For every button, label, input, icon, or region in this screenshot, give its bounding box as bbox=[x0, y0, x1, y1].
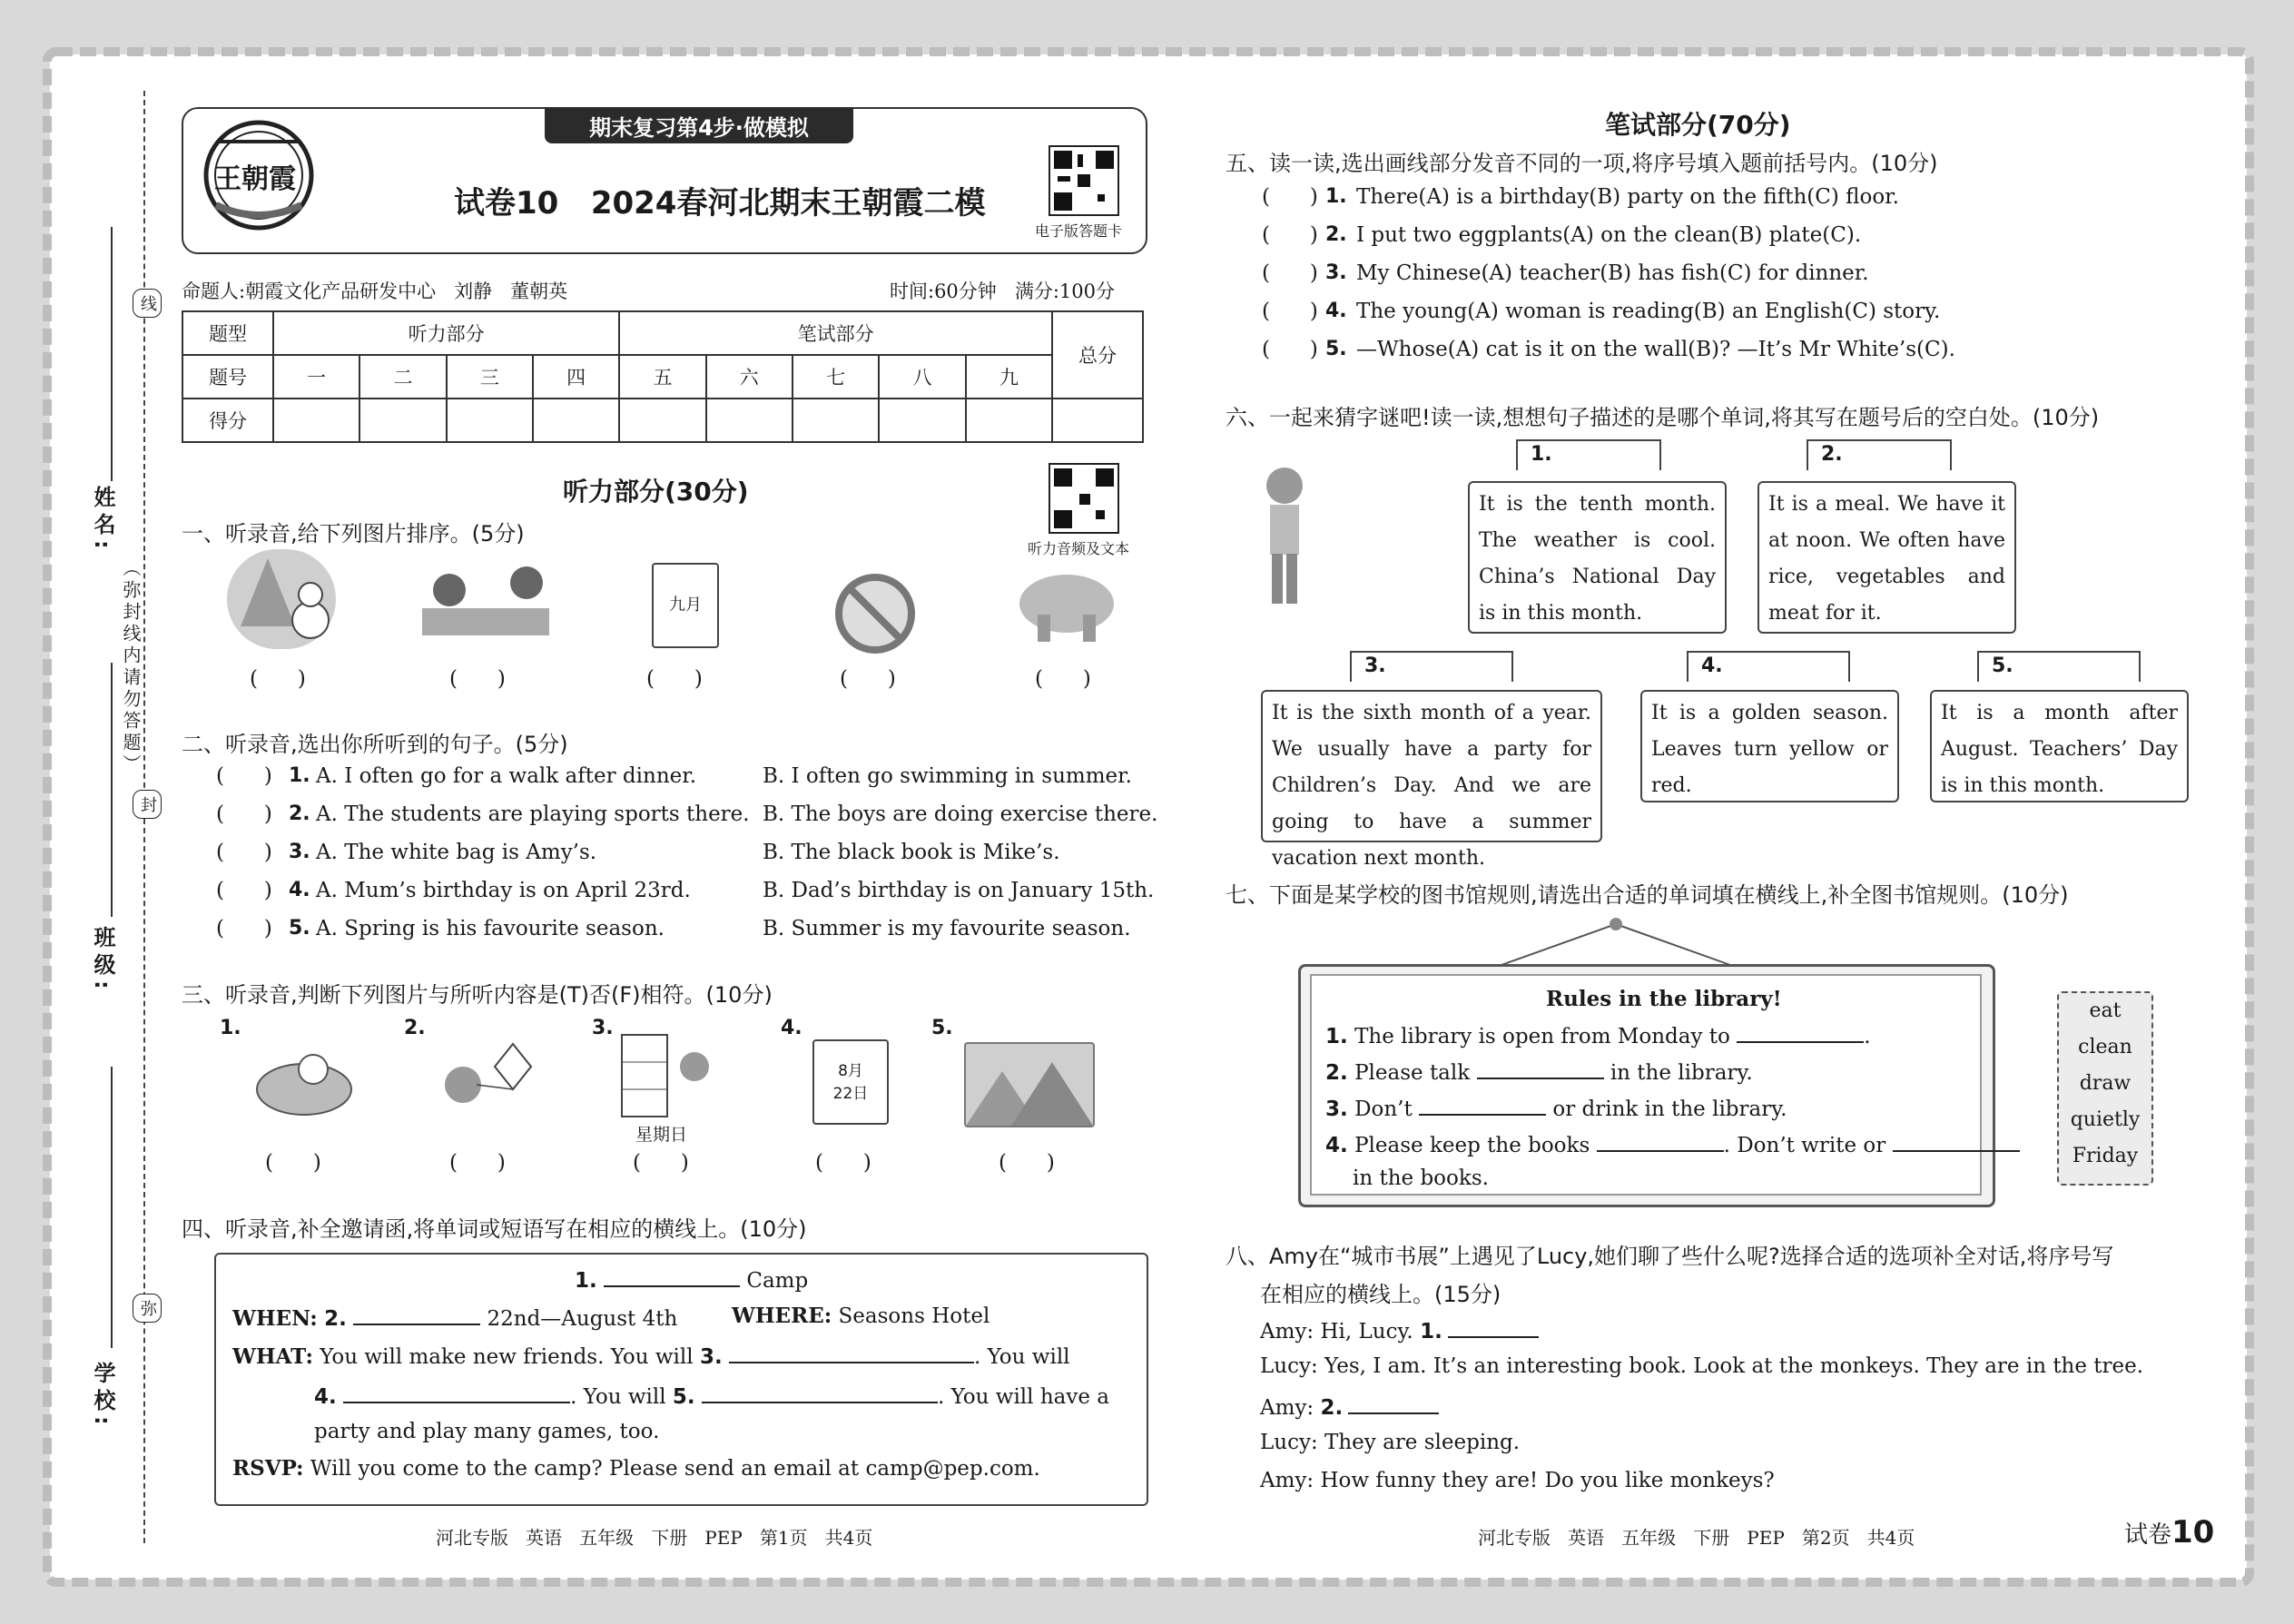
section-2-title: 二、听录音,选出你所听到的句子。(5分) bbox=[182, 732, 568, 757]
s3-answer-3[interactable]: ( ) bbox=[633, 1151, 689, 1175]
s2-item-number: 4. bbox=[289, 879, 310, 901]
s2-item-number: 3. bbox=[289, 841, 310, 863]
riddle-box-4: It is a golden season. Leaves turn yellow or red. bbox=[1640, 690, 1899, 802]
s1-answer-3[interactable]: ( ) bbox=[646, 667, 703, 691]
inv-num-2: 2. bbox=[324, 1307, 347, 1331]
s2-item-number: 2. bbox=[289, 802, 310, 825]
score-listening-label: 听力部分 bbox=[273, 311, 619, 355]
s3-cal-month: 8月 bbox=[838, 1062, 863, 1080]
score-col-num: 一 bbox=[273, 355, 359, 399]
cut-mark-line: 线 bbox=[133, 289, 162, 318]
inv-blank-5[interactable] bbox=[702, 1382, 938, 1403]
s2-answer-paren[interactable]: ( ) bbox=[216, 802, 272, 826]
s2-option-a: A. Spring is his favourite season. bbox=[316, 917, 665, 940]
score-col-num: 六 bbox=[706, 355, 793, 399]
paper-tag-number: 10 bbox=[2171, 1514, 2215, 1550]
s3-num-5: 5. bbox=[931, 1017, 953, 1039]
s2-item-number: 1. bbox=[289, 764, 310, 787]
inv-what-text: You will make new friends. You will bbox=[320, 1345, 694, 1369]
inv-when-dates: 22nd—August 4th bbox=[487, 1307, 678, 1331]
class-label: 班级: bbox=[90, 926, 115, 995]
inv-where-label: WHERE: bbox=[732, 1304, 832, 1328]
s5-item-text: I put two eggplants(A) on the clean(B) plate(C). bbox=[1356, 223, 1862, 247]
riddle-num-2: 2. bbox=[1821, 443, 1843, 466]
baby-cradle-picture bbox=[250, 1035, 359, 1126]
riddle-tab-2 bbox=[1807, 439, 1952, 470]
rule-num-3: 3. bbox=[1325, 1097, 1348, 1121]
inv-blank-1[interactable] bbox=[604, 1265, 740, 1287]
s2-answer-paren[interactable]: ( ) bbox=[216, 764, 272, 788]
riddle-box-3: It is the sixth month of a year. We usually have a party for Children’s Day. And we are going to have a summer vacation next month. bbox=[1261, 690, 1602, 842]
s2-answer-paren[interactable]: ( ) bbox=[216, 841, 272, 864]
dialogue-speaker: Lucy: bbox=[1260, 1354, 1318, 1378]
rule-blank-1[interactable] bbox=[1737, 1021, 1864, 1043]
s2-option-a: A. The students are playing sports there. bbox=[316, 802, 750, 826]
rule-blank-3[interactable] bbox=[1419, 1094, 1546, 1116]
s2-option-b: B. Summer is my favourite season. bbox=[763, 917, 1131, 940]
score-cell[interactable] bbox=[619, 399, 705, 442]
dialogue-text: How funny they are! Do you like monkeys? bbox=[1320, 1469, 1775, 1492]
section-4-title: 四、听录音,补全邀请函,将单词或短语写在相应的横线上。(10分) bbox=[182, 1216, 807, 1242]
score-writing-label: 笔试部分 bbox=[619, 311, 1052, 355]
s5-item-text: —Whose(A) cat is it on the wall(B)? —It’s Mr White’s(C). bbox=[1356, 338, 1955, 361]
riddle-tab-3 bbox=[1350, 651, 1513, 682]
s2-option-b: B. Dad’s birthday is on January 15th. bbox=[763, 879, 1155, 902]
riddle-box-2: It is a meal. We have it at noon. We often have rice, vegetables and meat for it. bbox=[1757, 481, 2016, 634]
riddle-num-5: 5. bbox=[1992, 655, 2013, 677]
score-cell[interactable] bbox=[533, 399, 619, 442]
riddle-box-5: It is a month after August. Teachers’ Day is in this month. bbox=[1930, 690, 2189, 802]
s5-item-number: 1. bbox=[1325, 185, 1347, 208]
inv-blank-4[interactable] bbox=[343, 1382, 570, 1403]
inv-end-text: . You will have a bbox=[937, 1385, 1109, 1409]
s3-answer-1[interactable]: ( ) bbox=[265, 1151, 321, 1175]
score-cell[interactable] bbox=[706, 399, 793, 442]
dialogue-line bbox=[1260, 1469, 1775, 1492]
school-field[interactable] bbox=[111, 1067, 113, 1348]
section-8-title-line1: 八、Amy在“城市书展”上遇见了Lucy,她们聊了些什么呢?选择合适的选项补全对话,将序号写 bbox=[1226, 1244, 2114, 1269]
s1-answer-4[interactable]: ( ) bbox=[840, 667, 896, 691]
inv-line4: party and play many games, too. bbox=[314, 1420, 660, 1443]
s3-sunday-label: 星期日 bbox=[635, 1125, 688, 1145]
inv-num-3: 3. bbox=[699, 1345, 723, 1369]
calendar-aug-22-picture bbox=[812, 1039, 889, 1125]
class-field[interactable] bbox=[111, 663, 113, 917]
s5-item-number: 3. bbox=[1325, 261, 1347, 284]
dialogue-speaker: Amy: bbox=[1260, 1320, 1314, 1343]
riddle-box-1: It is the tenth month. The weather is cool. China’s National Day is in this month. bbox=[1468, 481, 1727, 634]
s3-num-1: 1. bbox=[220, 1017, 241, 1039]
score-col-num: 七 bbox=[793, 355, 879, 399]
inv-mid-text: . You will bbox=[570, 1385, 666, 1409]
girl-kite-picture bbox=[427, 1035, 536, 1126]
riddle-num-3: 3. bbox=[1364, 655, 1386, 677]
section-6-title: 六、一起来猜字谜吧!读一读,想想句子描述的是哪个单词,将其写在题号后的空白处。(10分) bbox=[1226, 405, 2100, 430]
riddle-tab-4 bbox=[1687, 651, 1850, 682]
rule-3a-text: Don’t bbox=[1354, 1097, 1413, 1121]
children-painting-picture bbox=[413, 554, 558, 649]
margin-note: （弥封线内请勿答题） bbox=[120, 558, 142, 776]
score-col-num: 八 bbox=[879, 355, 965, 399]
rule-2b-text: in the library. bbox=[1610, 1061, 1753, 1085]
score-cell[interactable] bbox=[447, 399, 533, 442]
s2-option-a: A. Mum’s birthday is on April 23rd. bbox=[316, 879, 691, 902]
logo-text: 王朝霞 bbox=[214, 163, 296, 195]
s2-option-b: B. The boys are doing exercise there. bbox=[763, 802, 1158, 826]
inv-when-label: WHEN: bbox=[232, 1306, 318, 1331]
dialogue-line bbox=[1260, 1316, 1539, 1343]
audio-qr-label: 听力音频及文本 bbox=[1028, 540, 1130, 557]
section-5-title: 五、读一读,选出画线部分发音不同的一项,将序号填入题前括号内。(10分) bbox=[1226, 151, 1938, 176]
calendar-month-label: 九月 bbox=[669, 595, 702, 615]
s2-option-a: A. The white bag is Amy’s. bbox=[316, 841, 597, 864]
writing-heading: 笔试部分(70分) bbox=[1605, 110, 1791, 140]
dialogue-line bbox=[1260, 1393, 1439, 1420]
inv-rsvp-text: Will you come to the camp? Please send an email at camp@pep.com. bbox=[310, 1457, 1040, 1481]
dialogue-speaker: Amy: bbox=[1260, 1396, 1314, 1420]
inv-num-1: 1. bbox=[575, 1269, 597, 1293]
paper-time: 时间:60分钟 满分:100分 bbox=[890, 281, 1115, 302]
score-cell[interactable] bbox=[1052, 399, 1143, 442]
score-cell[interactable] bbox=[273, 399, 359, 442]
s2-option-b: B. I often go swimming in summer. bbox=[763, 764, 1132, 788]
elephant-picture bbox=[1012, 558, 1121, 649]
s1-answer-2[interactable]: ( ) bbox=[449, 667, 506, 691]
invitation-box bbox=[214, 1253, 1148, 1506]
name-label: 姓名: bbox=[90, 486, 115, 555]
section-8-title-line2: 在相应的横线上。(15分) bbox=[1260, 1282, 1501, 1307]
rule-num-2: 2. bbox=[1325, 1061, 1348, 1085]
dialogue-blank[interactable] bbox=[1348, 1393, 1439, 1414]
rule-2a-text: Please talk bbox=[1354, 1061, 1471, 1085]
s2-answer-paren[interactable]: ( ) bbox=[216, 879, 272, 902]
s2-item-number: 5. bbox=[289, 917, 310, 940]
s1-answer-1[interactable]: ( ) bbox=[250, 667, 306, 691]
rule-num-4: 4. bbox=[1325, 1134, 1348, 1157]
inv-camp-word: Camp bbox=[746, 1269, 809, 1293]
inv-blank-3[interactable] bbox=[729, 1342, 974, 1363]
word-bank bbox=[2057, 991, 2153, 1186]
s5-answer-paren[interactable]: ( ) bbox=[1262, 338, 1318, 361]
s3-cal-day: 22日 bbox=[832, 1085, 869, 1103]
rule-1-text: The library is open from Monday to bbox=[1354, 1025, 1730, 1048]
footer-left: 河北专版 英语 五年级 下册 PEP 第1页 共4页 bbox=[436, 1527, 873, 1549]
s5-item-number: 2. bbox=[1325, 223, 1347, 246]
girl-shopping-picture bbox=[617, 1030, 717, 1121]
rule-blank-5[interactable] bbox=[1893, 1130, 2020, 1152]
word-bank-item: Friday bbox=[2072, 1145, 2139, 1167]
rule-blank-2[interactable] bbox=[1477, 1058, 1604, 1079]
score-cell[interactable] bbox=[793, 399, 879, 442]
dialogue-text: Yes, I am. It’s an interesting book. Look at the monkeys. They are in the tree. bbox=[1324, 1354, 2144, 1378]
s2-option-b: B. The black book is Mike’s. bbox=[763, 841, 1060, 864]
christmas-snowman-picture bbox=[227, 549, 336, 649]
s3-num-4: 4. bbox=[781, 1017, 802, 1039]
library-rules-board: Rules in the library! 1. The library is open from Monday to . 2. Please talk in the library. 3. Don’t or drink in the library. 4. Please keep the books . Don’t write or in the books. bbox=[1298, 964, 1995, 1207]
s3-answer-5[interactable]: ( ) bbox=[999, 1151, 1055, 1175]
dialogue-speaker: Lucy: bbox=[1260, 1431, 1318, 1454]
listening-heading: 听力部分(30分) bbox=[563, 477, 749, 507]
word-bank-item: draw bbox=[2079, 1072, 2132, 1095]
section-7-title: 七、下面是某学校的图书馆规则,请选出合适的单词填在横线上,补全图书馆规则。(10分) bbox=[1226, 882, 2069, 908]
s5-answer-paren[interactable]: ( ) bbox=[1262, 261, 1318, 285]
dialogue-line bbox=[1260, 1354, 2143, 1378]
s5-answer-paren[interactable]: ( ) bbox=[1262, 223, 1318, 247]
s5-item-number: 5. bbox=[1325, 338, 1347, 360]
s2-answer-paren[interactable]: ( ) bbox=[216, 917, 272, 940]
dialogue-blank[interactable] bbox=[1448, 1316, 1539, 1338]
cut-mark-seal: 封 bbox=[133, 790, 162, 819]
header-banner: 期末复习第4步·做模拟 bbox=[545, 107, 853, 143]
calendar-picture bbox=[652, 563, 719, 648]
score-col-num: 四 bbox=[533, 355, 619, 399]
inv-where-value: Seasons Hotel bbox=[838, 1304, 990, 1328]
score-cell[interactable] bbox=[879, 399, 965, 442]
score-col-num: 二 bbox=[359, 355, 446, 399]
score-col-num: 九 bbox=[966, 355, 1052, 399]
section-1-title: 一、听录音,给下列图片排序。(5分) bbox=[182, 521, 525, 546]
section-3-title: 三、听录音,判断下列图片与所听内容是(T)否(F)相符。(10分) bbox=[182, 982, 773, 1008]
s3-answer-4[interactable]: ( ) bbox=[815, 1151, 871, 1175]
s5-item-text: My Chinese(A) teacher(B) has fish(C) for dinner. bbox=[1356, 261, 1869, 285]
rule-4b-text: . Don’t write or bbox=[1723, 1134, 1886, 1157]
dialogue-blank-number: 2. bbox=[1320, 1396, 1344, 1420]
score-row-score-label: 得分 bbox=[182, 399, 273, 442]
name-field[interactable] bbox=[111, 227, 113, 481]
audio-qr-code[interactable] bbox=[1049, 463, 1119, 534]
mountain-landscape-picture bbox=[964, 1042, 1095, 1127]
rule-blank-4[interactable] bbox=[1597, 1130, 1724, 1152]
dialogue-text: They are sleeping. bbox=[1324, 1431, 1521, 1454]
s5-item-text: The young(A) woman is reading(B) an English(C) story. bbox=[1356, 300, 1941, 323]
riddle-num-1: 1. bbox=[1531, 443, 1552, 466]
paper-title: 试卷10 2024春河北期末王朝霞二模 bbox=[454, 185, 986, 221]
inv-what-tail: . You will bbox=[974, 1345, 1070, 1369]
dialogue-text: Hi, Lucy. bbox=[1320, 1320, 1413, 1343]
score-col-num: 五 bbox=[619, 355, 705, 399]
inv-num-4: 4. bbox=[314, 1385, 337, 1409]
inv-blank-2[interactable] bbox=[353, 1304, 480, 1325]
rule-4c-text: in the books. bbox=[1353, 1166, 1489, 1190]
s5-answer-paren[interactable]: ( ) bbox=[1262, 185, 1318, 209]
word-bank-item: eat bbox=[2089, 999, 2122, 1022]
dialogue-speaker: Amy: bbox=[1260, 1469, 1314, 1492]
inv-what-label: WHAT: bbox=[232, 1344, 313, 1369]
score-cell[interactable] bbox=[966, 399, 1052, 442]
score-col-num: 三 bbox=[447, 355, 533, 399]
cut-mark-mi: 弥 bbox=[133, 1294, 162, 1323]
score-total-label: 总分 bbox=[1052, 311, 1143, 399]
dialogue-blank-number: 1. bbox=[1420, 1320, 1442, 1343]
riddle-tab-5 bbox=[1977, 651, 2141, 682]
s2-option-a: A. I often go for a walk after dinner. bbox=[316, 764, 697, 788]
no-entry-sign-picture bbox=[833, 572, 917, 655]
inv-num-5: 5. bbox=[672, 1385, 695, 1409]
board-hanger bbox=[1480, 917, 1752, 971]
score-table bbox=[182, 310, 1144, 443]
word-bank-item: clean bbox=[2078, 1036, 2132, 1058]
score-cell[interactable] bbox=[359, 399, 446, 442]
paper-tag-label: 试卷 bbox=[2124, 1521, 2172, 1549]
s3-num-3: 3. bbox=[592, 1017, 614, 1039]
footer-right: 河北专版 英语 五年级 下册 PEP 第2页 共4页 bbox=[1478, 1527, 1915, 1549]
library-rules-title: Rules in the library! bbox=[1546, 987, 1782, 1011]
paper-authors: 命题人:朝霞文化产品研发中心 刘静 董朝英 bbox=[182, 281, 568, 302]
s5-answer-paren[interactable]: ( ) bbox=[1262, 300, 1318, 323]
rule-4a-text: Please keep the books bbox=[1354, 1134, 1590, 1157]
s3-num-2: 2. bbox=[404, 1017, 426, 1039]
answer-card-qr-label: 电子版答题卡 bbox=[1035, 222, 1123, 240]
school-label: 学校: bbox=[90, 1362, 115, 1431]
inv-rsvp-label: RSVP: bbox=[232, 1456, 304, 1481]
rule-3b-text: or drink in the library. bbox=[1552, 1097, 1787, 1121]
answer-card-qr-code[interactable] bbox=[1049, 145, 1119, 216]
word-bank-item: quietly bbox=[2070, 1108, 2141, 1131]
score-row-type-label: 题型 bbox=[182, 311, 273, 355]
riddle-tab-1 bbox=[1516, 439, 1661, 470]
riddle-num-4: 4. bbox=[1701, 655, 1723, 677]
dialogue-line bbox=[1260, 1431, 1520, 1454]
s3-answer-2[interactable]: ( ) bbox=[449, 1151, 506, 1175]
rule-num-1: 1. bbox=[1325, 1025, 1348, 1048]
s5-item-number: 4. bbox=[1325, 300, 1347, 322]
score-row-num-label: 题号 bbox=[182, 355, 273, 399]
s1-answer-5[interactable]: ( ) bbox=[1035, 667, 1091, 691]
s5-item-text: There(A) is a birthday(B) party on the fifth(C) floor. bbox=[1356, 185, 1899, 209]
